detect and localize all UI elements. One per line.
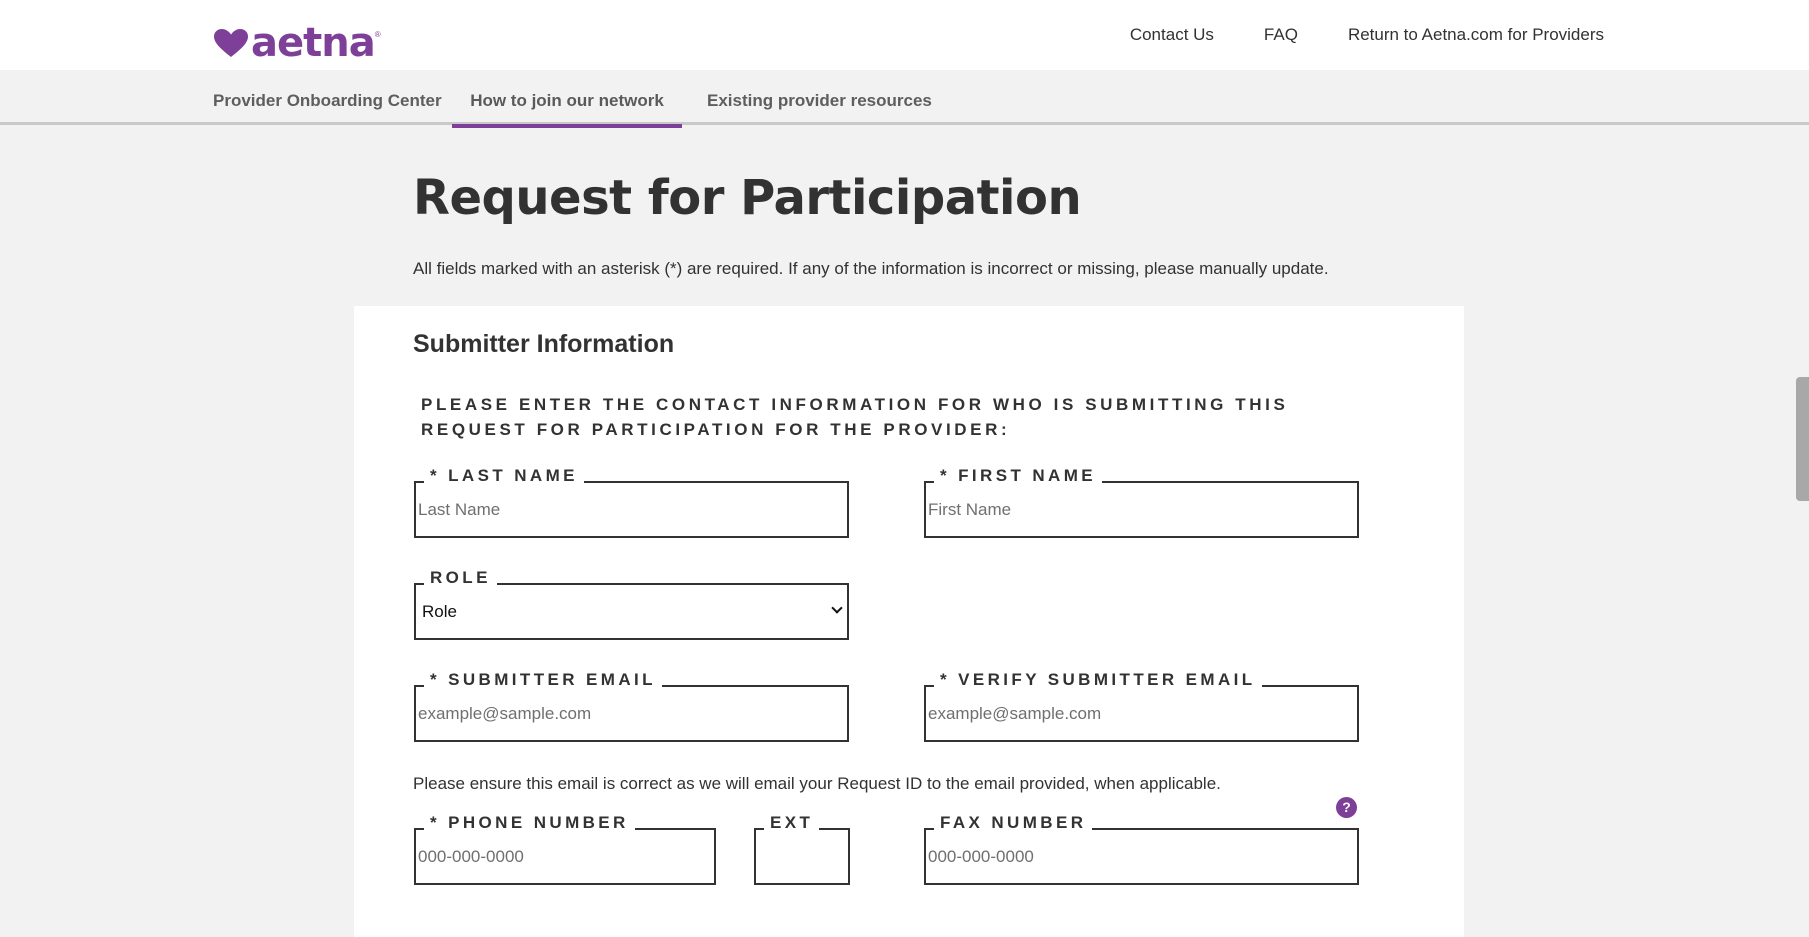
contact-us-link[interactable]: Contact Us bbox=[1129, 25, 1214, 44]
phone-label: * PHONE NUMBER bbox=[424, 813, 635, 833]
first-name-input[interactable] bbox=[926, 483, 1357, 536]
first-name-field bbox=[924, 466, 1359, 538]
form-instructions: PLEASE ENTER THE CONTACT INFORMATION FOR WHO IS SUBMITTING THIS REQUEST FOR PARTICIPATION FOR THE PROVIDER: bbox=[421, 395, 1289, 439]
tab-how-to-join[interactable]: How to join our network bbox=[452, 70, 682, 125]
role-select[interactable] bbox=[416, 585, 847, 638]
return-to-aetna-link[interactable]: Return to Aetna.com for Providers bbox=[1347, 25, 1604, 44]
verify-email-input[interactable] bbox=[926, 687, 1357, 740]
top-nav bbox=[1130, 25, 1604, 45]
required-fields-intro: All fields marked with an asterisk (*) are required. If any of the information is incorrect or missing, please manually update. bbox=[413, 259, 1329, 278]
chevron-down-icon bbox=[831, 602, 842, 613]
last-name-input[interactable] bbox=[416, 483, 847, 536]
site-header bbox=[0, 0, 1809, 70]
heart-icon bbox=[213, 28, 249, 58]
ext-input[interactable] bbox=[756, 830, 848, 883]
fax-field bbox=[924, 813, 1359, 885]
role-label: ROLE bbox=[424, 568, 497, 588]
verify-email-field bbox=[924, 670, 1359, 742]
fax-label: FAX NUMBER bbox=[934, 813, 1092, 833]
faq-link[interactable]: FAQ bbox=[1263, 25, 1298, 44]
help-icon[interactable]: ? bbox=[1336, 797, 1357, 818]
role-field bbox=[414, 568, 849, 640]
aetna-logo[interactable] bbox=[213, 20, 381, 66]
tab-existing-provider-resources[interactable]: Existing provider resources bbox=[707, 91, 932, 110]
verify-email-label: * VERIFY SUBMITTER EMAIL bbox=[934, 670, 1262, 690]
submitter-email-field bbox=[414, 670, 849, 742]
first-name-label: * FIRST NAME bbox=[934, 466, 1102, 486]
phone-field bbox=[414, 813, 716, 885]
submitter-information-card bbox=[354, 306, 1464, 937]
ext-label: EXT bbox=[764, 813, 819, 833]
last-name-field bbox=[414, 466, 849, 538]
email-note: Please ensure this email is correct as we will email your Request ID to the email provided, when applicable. bbox=[413, 774, 1221, 793]
feedback-tab[interactable] bbox=[1796, 377, 1809, 501]
submitter-email-input[interactable] bbox=[416, 687, 847, 740]
tab-bar bbox=[0, 70, 1809, 125]
fax-input[interactable] bbox=[926, 830, 1357, 883]
role-selected-value: Role bbox=[422, 602, 457, 621]
registered-mark: ® bbox=[374, 30, 381, 39]
brand-name: aetna bbox=[251, 20, 375, 66]
section-title: Submitter Information bbox=[413, 330, 675, 358]
phone-input[interactable] bbox=[416, 830, 714, 883]
page-title: Request for Participation bbox=[413, 170, 1082, 226]
last-name-label: * LAST NAME bbox=[424, 466, 584, 486]
ext-field bbox=[754, 813, 850, 885]
tab-provider-onboarding-center[interactable]: Provider Onboarding Center bbox=[213, 91, 442, 110]
submitter-email-label: * SUBMITTER EMAIL bbox=[424, 670, 662, 690]
